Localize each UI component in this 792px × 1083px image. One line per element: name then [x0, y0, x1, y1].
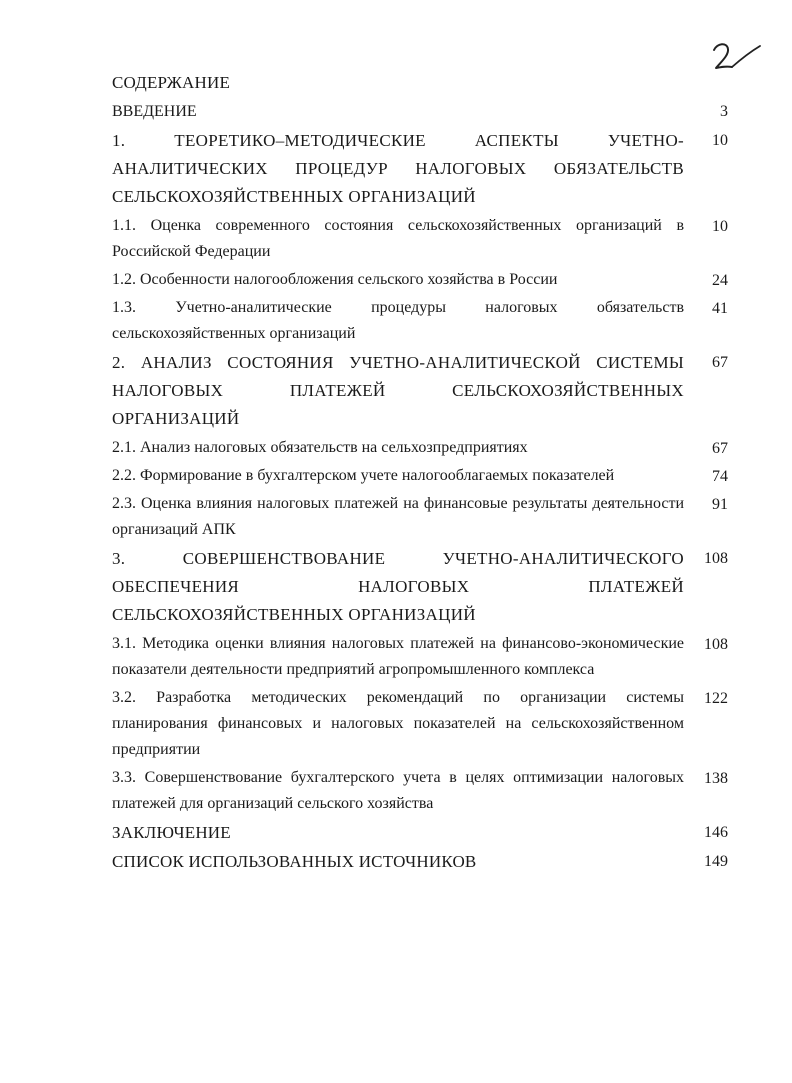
toc-entry-text: 3.2. Разработка методических рекомендаций по организации системы планирования финансовых и налоговых показателей на сельскохозяйственном предприятии — [112, 689, 684, 758]
toc-entry-page: 67 — [712, 354, 728, 371]
toc-entry-introduction — [112, 98, 728, 125]
toc-entry-section-3-1 — [112, 631, 728, 683]
toc-entry-chapter-1 — [112, 127, 728, 211]
toc-entry-page: 41 — [712, 300, 728, 317]
table-of-contents — [112, 70, 728, 877]
toc-entry-page: 24 — [712, 272, 728, 289]
toc-entry-section-2-1 — [112, 435, 728, 461]
toc-entry-section-1-3 — [112, 295, 728, 347]
toc-entry-text: СПИСОК ИСПОЛЬЗОВАННЫХ ИСТОЧНИКОВ — [112, 852, 477, 871]
toc-title: СОДЕРЖАНИЕ — [112, 73, 231, 92]
toc-entry-references — [112, 848, 728, 875]
toc-entry-text: ВВЕДЕНИЕ — [112, 103, 197, 120]
toc-entry-page: 108 — [704, 550, 728, 567]
toc-entry-page: 10 — [712, 218, 728, 235]
toc-entry-text: 3. СОВЕРШЕНСТВОВАНИЕ УЧЕТНО-АНАЛИТИЧЕСКОГО ОБЕСПЕЧЕНИЯ НАЛОГОВЫХ ПЛАТЕЖЕЙ СЕЛЬСКОХОЗЯЙСТВЕННЫХ ОРГАНИЗАЦИЙ — [112, 549, 684, 624]
toc-entry-text: ЗАКЛЮЧЕНИЕ — [112, 823, 231, 842]
toc-entry-text: 2.3. Оценка влияния налоговых платежей на финансовые результаты деятельности организаций АПК — [112, 495, 684, 538]
toc-entry-chapter-2 — [112, 349, 728, 433]
toc-entry-page: 149 — [704, 853, 728, 870]
toc-entry-page: 122 — [704, 690, 728, 707]
toc-entry-text: 1. ТЕОРЕТИКО–МЕТОДИЧЕСКИЕ АСПЕКТЫ УЧЕТНО-АНАЛИТИЧЕСКИХ ПРОЦЕДУР НАЛОГОВЫХ ОБЯЗАТЕЛЬСТВ СЕЛЬСКОХОЗЯЙСТВЕННЫХ ОРГАНИЗАЦИЙ — [112, 131, 684, 206]
toc-entry-chapter-3 — [112, 545, 728, 629]
toc-entry-page: 10 — [712, 132, 728, 149]
toc-entry-page: 67 — [712, 440, 728, 457]
toc-entry-section-1-1 — [112, 213, 728, 265]
toc-entry-page: 138 — [704, 770, 728, 787]
toc-entry-page: 74 — [712, 468, 728, 485]
toc-entry-section-2-3 — [112, 491, 728, 543]
toc-entry-text: 3.1. Методика оценки влияния налоговых платежей на финансово-экономические показатели деятельности предприятий агропромышленного комплекса — [112, 635, 684, 678]
toc-entry-text: 2. АНАЛИЗ СОСТОЯНИЯ УЧЕТНО-АНАЛИТИЧЕСКОЙ СИСТЕМЫ НАЛОГОВЫХ ПЛАТЕЖЕЙ СЕЛЬСКОХОЗЯЙСТВЕННЫХ ОРГАНИЗАЦИЙ — [112, 353, 684, 428]
toc-entry-text: 2.1. Анализ налоговых обязательств на сельхозпредприятиях — [112, 439, 528, 456]
toc-entry-section-3-2 — [112, 685, 728, 763]
toc-entry-section-2-2 — [112, 463, 728, 489]
toc-entry-page: 146 — [704, 824, 728, 841]
toc-entry-text: 1.1. Оценка современного состояния сельскохозяйственных организаций в Российской Федерации — [112, 217, 684, 260]
toc-entry-text: 3.3. Совершенствование бухгалтерского учета в целях оптимизации налоговых платежей для организаций сельского хозяйства — [112, 769, 684, 812]
toc-entry-text: 2.2. Формирование в бухгалтерском учете налогооблагаемых показателей — [112, 467, 615, 484]
toc-entry-page: 91 — [712, 496, 728, 513]
toc-entry-page: 3 — [720, 103, 728, 120]
toc-entry-page: 108 — [704, 636, 728, 653]
toc-entry-text: 1.3. Учетно-аналитические процедуры налоговых обязательств сельскохозяйственных организаций — [112, 299, 684, 342]
toc-entry-text: 1.2. Особенности налогообложения сельского хозяйства в России — [112, 271, 558, 288]
toc-entry-conclusion — [112, 819, 728, 846]
toc-entry-section-1-2 — [112, 267, 728, 293]
toc-entry-section-3-3 — [112, 765, 728, 817]
